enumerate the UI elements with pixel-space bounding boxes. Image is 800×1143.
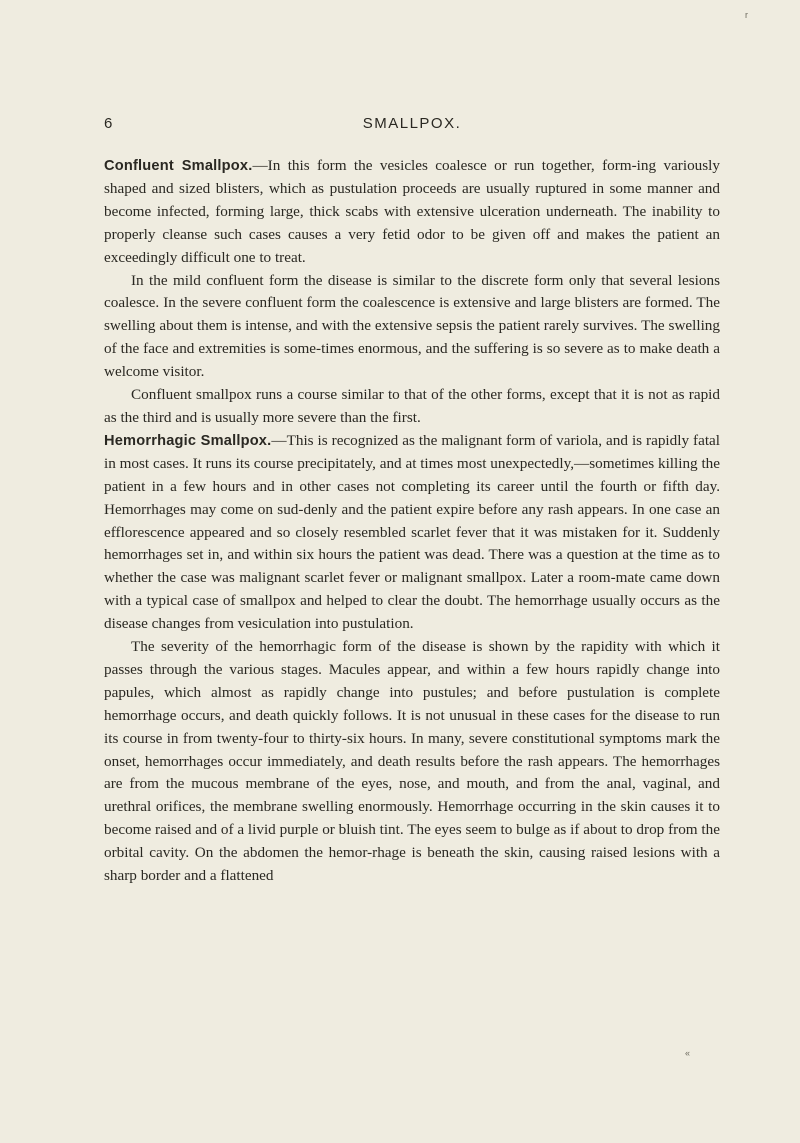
confluent-paragraph-1 (104, 155, 720, 270)
page-number: 6 (104, 115, 113, 132)
confluent-paragraph-2: In the mild confluent form the disease is similar to the discrete form only that several lesions coalesce. In the severe confluent form the coalescence is extensive and large blisters are formed. The swelling about them is intense, and with the extensive sepsis the patient rarely survives. The swelling of the face and extremities is some-times enormous, and the suffering is so severe as to make death a welcome visitor. (104, 271, 720, 381)
hemorrhagic-paragraph-1-text: —This is recognized as the malignant form of variola, and is rapidly fatal in most cases. It runs its course precipitately, and at times most unexpectedly,—sometimes killing the patient in a few hours and in other cases not completing its career until the fourth or fifth day. Hemorrhages may come on sud-denly and the patient expire before any rash appears. In one case an efflorescence appeared and so closely resembled scarlet fever that it was mistaken for it. Suddenly hemorrhages set in, and within six hours the patient was dead. There was a question at the time as to whether the case was malignant scarlet fever or malignant smallpox. Later a room-mate came down with a typical case of smallpox and helped to clear the doubt. The hemorrhage usually occurs as the disease changes from vesiculation into pustulation. (104, 431, 720, 633)
page-header (104, 115, 720, 135)
confluent-paragraph-1-text: —In this form the vesicles coalesce or run together, form-ing variously shaped and sized blisters, which as pustulation proceeds are usually ruptured in some manner and become infected, forming large, thick scabs with extensive ulceration underneath. The inability to properly cleanse such cases causes a very fetid odor to be given off and makes the patient an exceedingly difficult one to treat. (104, 157, 720, 266)
body-text (104, 155, 720, 888)
running-head: SMALLPOX. (362, 115, 462, 132)
page-bottom-mark: « (685, 1048, 691, 1058)
confluent-paragraph-3: Confluent smallpox runs a course similar to that of the other forms, except that it is not as rapid as the third and is usually more severe than the first. (104, 386, 720, 426)
page-corner-mark: r (745, 10, 748, 20)
hemorrhagic-paragraph-2: The severity of the hemorrhagic form of the disease is shown by the rapidity with which it passes through the various stages. Macules appear, and within a few hours rapidly change into papules, which almost as rapidly change into pustules; and before pustulation is complete hemorrhage occurs, and death quickly follows. It is not unusual in these cases for the disease to run its course in from twenty-four to thirty-six hours. In many, severe constitutional symptoms mark the onset, hemorrhages occur immediately, and death results before the rash appears. The hemorrhages are from the mucous membrane of the eyes, nose, and mouth, and from the anal, vaginal, and urethral orifices, the membrane swelling enormously. Hemorrhage occurring in the skin causes it to become raised and of a livid purple or bluish tint. The eyes seem to bulge as if about to drop from the orbital cavity. On the abdomen the hemor-rhage is beneath the skin, causing raised lesions with a sharp border and a flattened (104, 638, 720, 885)
hemorrhagic-heading: Hemorrhagic Smallpox. (104, 432, 272, 449)
confluent-heading: Confluent Smallpox. (104, 158, 253, 174)
hemorrhagic-paragraph-1 (104, 430, 720, 636)
